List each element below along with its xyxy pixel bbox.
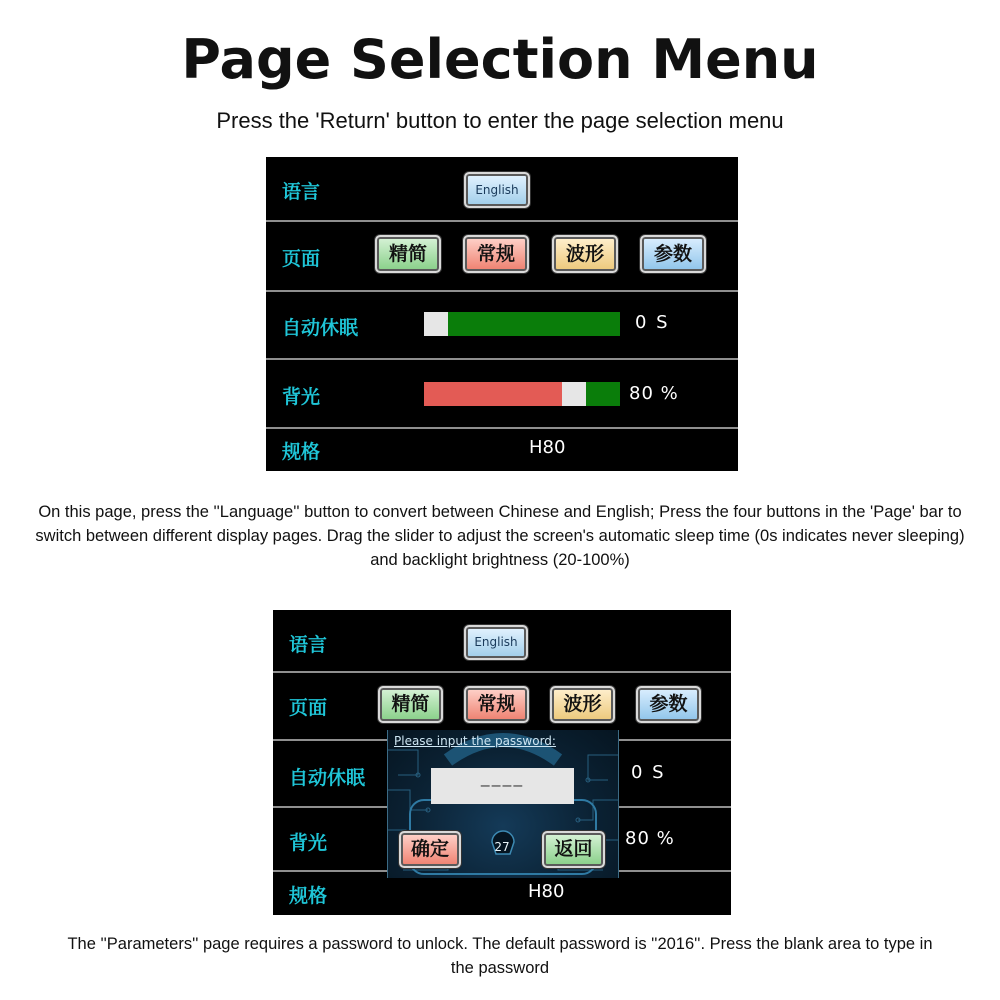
page-button-waveform[interactable]: 波形 (552, 235, 618, 273)
page-button-waveform[interactable]: 波形 (550, 686, 615, 723)
language-row (273, 610, 731, 673)
sleep-value: 0 S (635, 312, 670, 333)
spec-value: H80 (528, 881, 565, 902)
description-password: The ''Parameters'' page requires a password to unlock. The default password is ''2016''. Press the blank area to type in the password (67, 935, 933, 977)
attempt-counter: 27 (494, 840, 510, 854)
sleep-slider-handle[interactable] (424, 312, 448, 336)
language-button[interactable]: English (464, 172, 530, 208)
spec-value: H80 (529, 437, 566, 458)
password-field[interactable]: –––– (431, 768, 574, 804)
backlight-label: 背光 (289, 832, 328, 854)
language-row (266, 157, 738, 222)
settings-screen (266, 157, 738, 471)
page-label: 页面 (282, 248, 321, 270)
sleep-row (266, 292, 738, 360)
spec-row (266, 429, 738, 471)
backlight-fill (424, 382, 562, 406)
page-subtitle: Press the 'Return' button to enter the page selection menu (216, 108, 784, 133)
page-button-parameters[interactable]: 参数 (636, 686, 701, 723)
sleep-label: 自动休眠 (289, 767, 366, 789)
backlight-value: 80 % (629, 383, 679, 404)
confirm-button[interactable]: 确定 (399, 831, 461, 868)
sleep-value: 0 S (631, 762, 666, 783)
page-row (266, 222, 738, 292)
backlight-row (266, 360, 738, 429)
spec-row (273, 872, 731, 915)
backlight-slider-handle[interactable] (562, 382, 586, 406)
backlight-slider[interactable] (424, 382, 620, 406)
return-button[interactable]: 返回 (542, 831, 605, 868)
spec-label: 规格 (289, 885, 328, 907)
page-button-normal[interactable]: 常规 (463, 235, 529, 273)
page-button-parameters[interactable]: 参数 (640, 235, 706, 273)
sleep-label: 自动休眠 (282, 317, 359, 339)
page-button-simple[interactable]: 精简 (378, 686, 443, 723)
sleep-slider[interactable] (424, 312, 620, 336)
backlight-label: 背光 (282, 386, 321, 408)
page-button-normal[interactable]: 常规 (464, 686, 529, 723)
language-label: 语言 (289, 634, 328, 656)
language-button[interactable]: English (464, 625, 528, 660)
page-title: Page Selection Menu (181, 28, 819, 91)
description-language-page: On this page, press the ''Language'' button to convert between Chinese and English; Press the four buttons in the 'Page' bar to switch between different display pages. Drag the slider to adjust the screen's automatic sleep time (0s indicates never sleeping) and backlight brightness (20-100%) (35, 503, 965, 569)
language-label: 语言 (282, 181, 321, 203)
page-label: 页面 (289, 697, 328, 719)
page-button-simple[interactable]: 精简 (375, 235, 441, 273)
spec-label: 规格 (282, 441, 321, 463)
password-dialog (387, 730, 619, 878)
password-prompt: Please input the password: (394, 734, 556, 748)
backlight-value: 80 % (625, 828, 675, 849)
